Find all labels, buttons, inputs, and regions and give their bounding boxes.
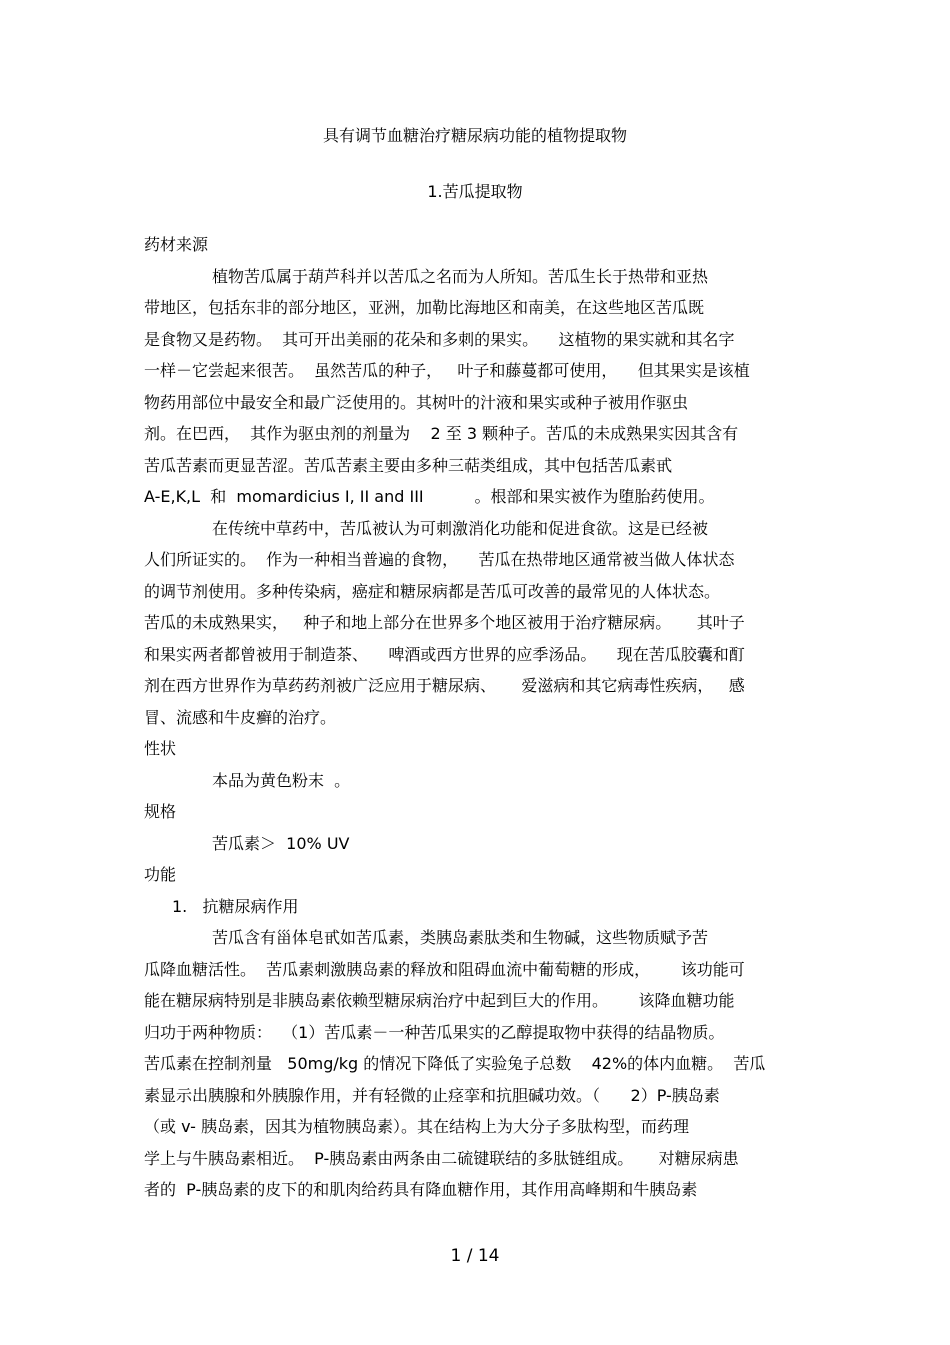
paragraph-line: 者的 P-胰岛素的皮下的和肌肉给药具有降血糖作用，其作用高峰期和牛胰岛素 (144, 1180, 698, 1199)
heading-source: 药材来源 (144, 235, 209, 254)
paragraph-line: 植物苦瓜属于葫芦科并以苦瓜之名而为人所知。苦瓜生长于热带和亚热 (212, 266, 709, 286)
paragraph-line: 苦瓜的未成熟果实， 种子和地上部分在世界多个地区被用于治疗糖尿病。 其叶子 (144, 613, 745, 632)
document-body (144, 229, 806, 1206)
paragraph-line: 归功于两种物质： （1）苦瓜素－一种苦瓜果实的乙醇提取物中获得的结晶物质。 (144, 1022, 725, 1042)
paragraph-line: 和果实两者都曾被用于制造茶、 啤酒或西方世界的应季汤品。 现在苦瓜胶囊和酊 (144, 644, 745, 664)
heading-specification: 规格 (144, 802, 177, 821)
paragraph-line: 一样－它尝起来很苦。 虽然苦瓜的种子， 叶子和藤蔓都可使用， 但其果实是该植 (144, 361, 750, 380)
heading-properties: 性状 (144, 739, 177, 758)
paragraph-line: A-E,K,L 和 momardicius I, II and III 。根部和果实被作为堕胎药使用。 (144, 487, 715, 506)
paragraph-line: 剂。在巴西， 其作为驱虫剂的剂量为 2 至 3 颗种子。苦瓜的未成熟果实因其含有 (144, 424, 739, 443)
paragraph-line: 能在糖尿病特别是非胰岛素依赖型糖尿病治疗中起到巨大的作用。 该降血糖功能 (144, 991, 735, 1010)
paragraph-line: 苦瓜素＞ 10% UV (212, 833, 350, 853)
paragraph-line: 本品为黄色粉末 。 (212, 770, 351, 790)
paragraph-line: 苦瓜含有甾体皂甙如苦瓜素，类胰岛素肽类和生物碱，这些物质赋予苦 (212, 928, 709, 947)
paragraph-line: 在传统中草药中，苦瓜被认为可刺激消化功能和促进食欲。这是已经被 (212, 518, 709, 538)
paragraph-line: 素显示出胰腺和外胰腺作用，并有轻微的止痉挛和抗胆碱功效。（ 2）P-胰岛素 (144, 1085, 720, 1105)
paragraph-line: 物药用部位中最安全和最广泛使用的。其树叶的汁液和果实或种子被用作驱虫 (144, 392, 689, 412)
numbered-item: 1. 抗糖尿病作用 (172, 896, 299, 916)
paragraph-line: 学上与牛胰岛素相近。 P-胰岛素由两条由二硫键联结的多肽链组成。 对糖尿病患 (144, 1148, 739, 1168)
paragraph-line: 苦瓜素在控制剂量 50mg/kg 的情况下降低了实验兔子总数 42%的体内血糖。 苦瓜 (144, 1054, 766, 1073)
paragraph-line: 是食物又是药物。 其可开出美丽的花朵和多刺的果实。 这植物的果实就和其名字 (144, 329, 735, 349)
section-heading: 1.苦瓜提取物 (427, 182, 523, 201)
paragraph-line: 带地区，包括东非的部分地区，亚洲，加勒比海地区和南美，在这些地区苦瓜既 (144, 298, 705, 317)
paragraph-line: 的调节剂使用。多种传染病，癌症和糖尿病都是苦瓜可改善的最常见的人体状态。 (144, 581, 721, 601)
page-number: 1 / 14 (450, 1246, 500, 1266)
paragraph-line: 剂在西方世界作为草药药剂被广泛应用于糖尿病、 爱滋病和其它病毒性疾病， 感 (144, 676, 745, 695)
document-title: 具有调节血糖治疗糖尿病功能的植物提取物 (322, 126, 627, 145)
paragraph-line: 冒、流感和牛皮癣的治疗。 (144, 707, 337, 727)
paragraph-line: （或 v- 胰岛素，因其为植物胰岛素）。其在结构上为大分子多肽构型，而药理 (144, 1117, 689, 1136)
heading-function: 功能 (144, 865, 177, 884)
paragraph-line: 瓜降血糖活性。 苦瓜素刺激胰岛素的释放和阻碍血流中葡萄糖的形成， 该功能可 (144, 959, 745, 979)
paragraph-line: 人们所证实的。 作为一种相当普遍的食物， 苦瓜在热带地区通常被当做人体状态 (144, 550, 735, 569)
paragraph-line: 苦瓜苦素而更显苦涩。苦瓜苦素主要由多种三萜类组成，其中包括苦瓜素甙 (144, 455, 673, 475)
